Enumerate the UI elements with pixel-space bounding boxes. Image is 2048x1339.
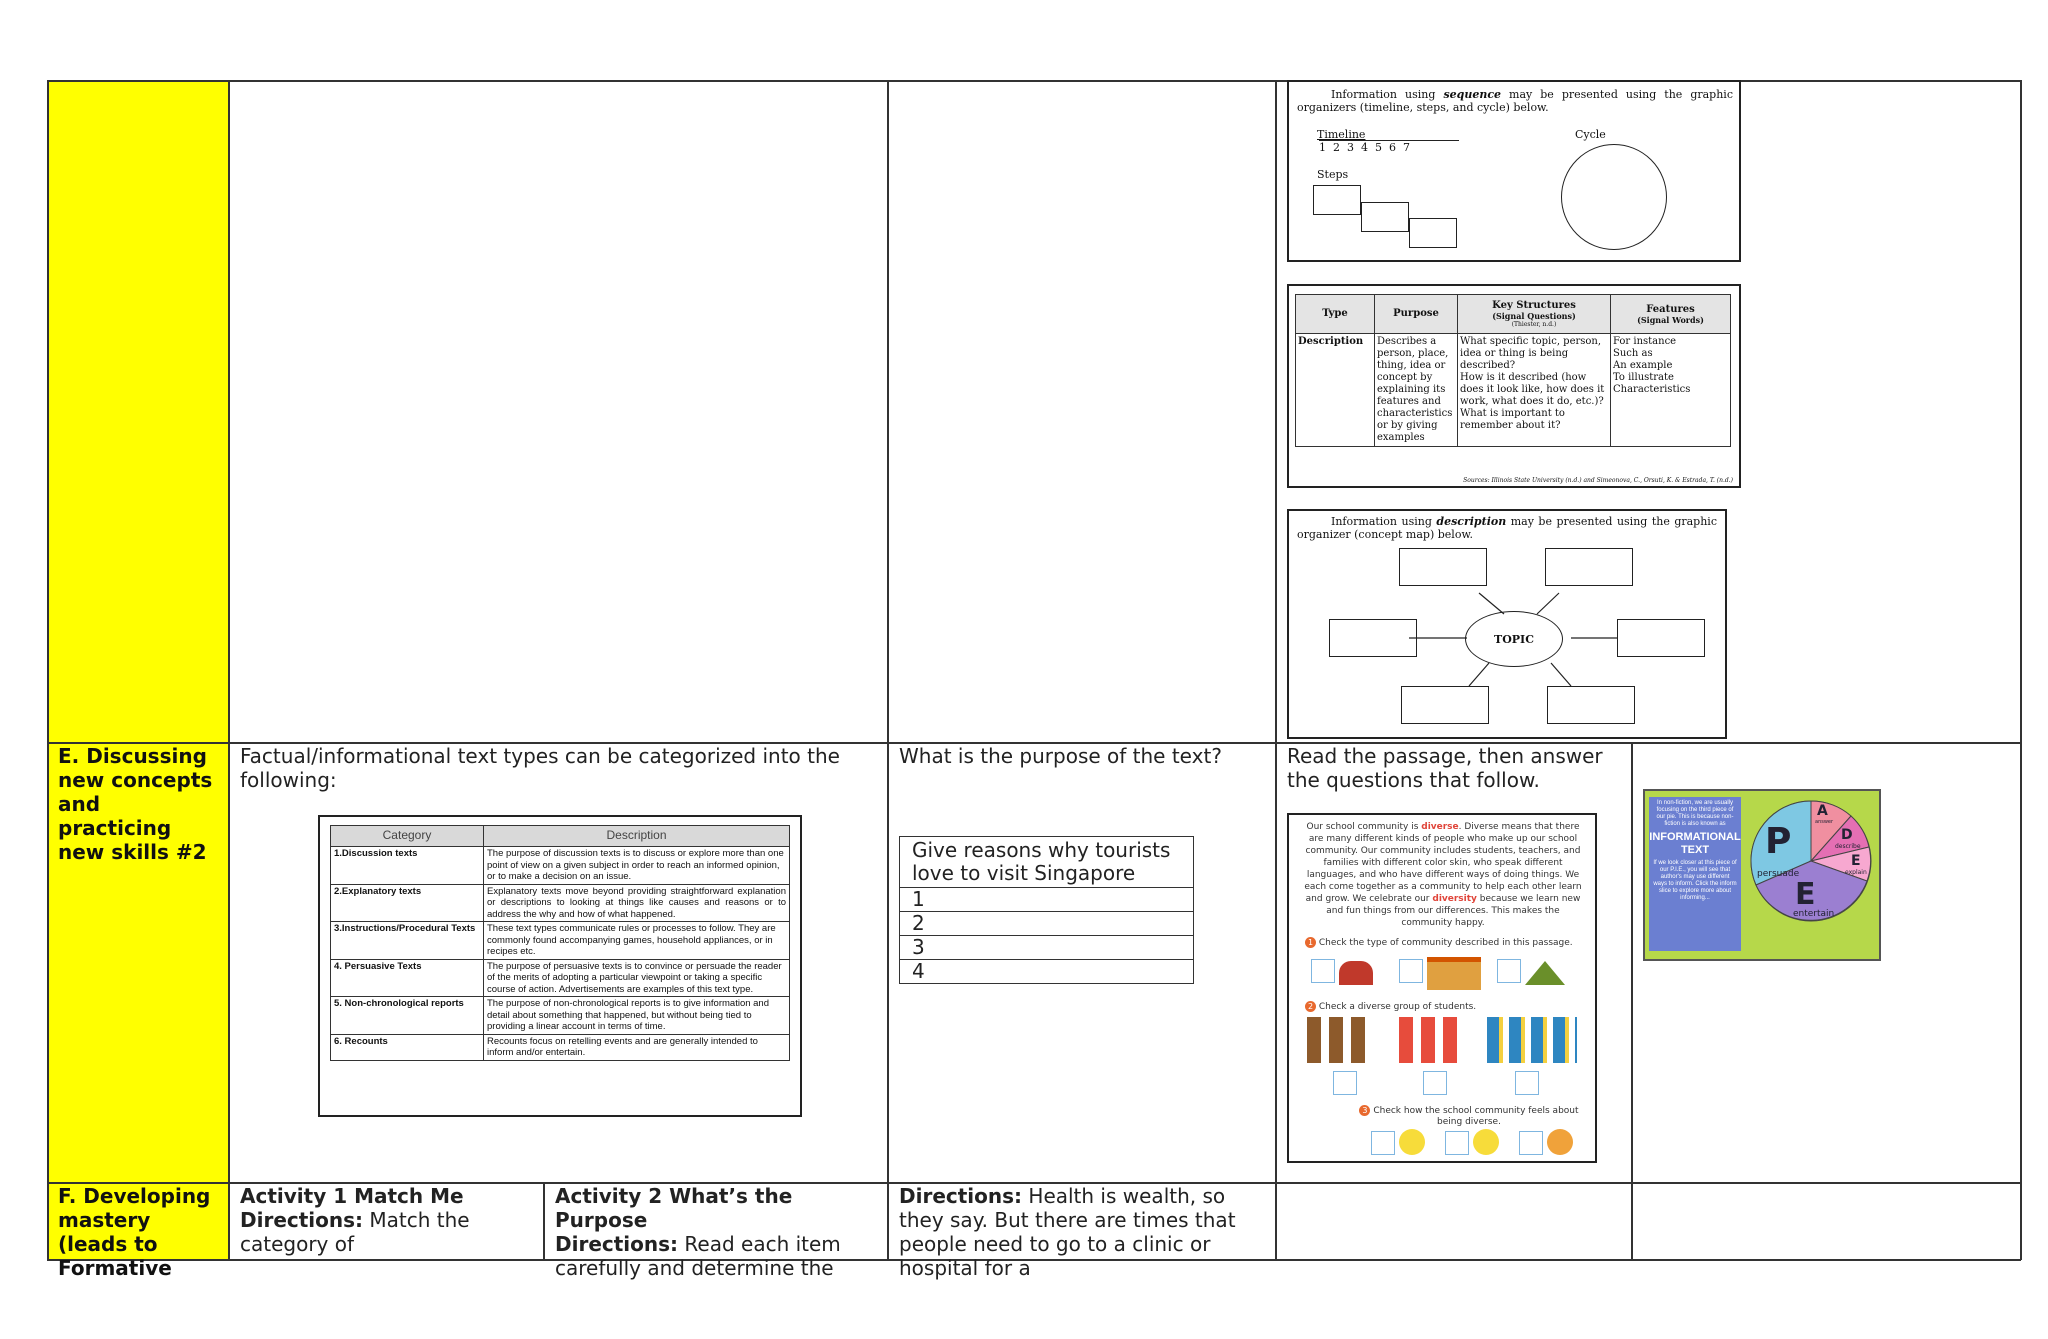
pie-word-describe: describe bbox=[1835, 843, 1861, 850]
type-cell: Description bbox=[1296, 334, 1375, 447]
feature-word: Such as bbox=[1613, 348, 1653, 359]
poster-text: If we look closer at this piece of our P.I.E., you will see that author's may use different ways to inform. Click the inform slice to explore more about informing... bbox=[1653, 860, 1737, 901]
answer-box[interactable] bbox=[1423, 1071, 1447, 1095]
answer-box[interactable] bbox=[1311, 959, 1335, 983]
key-question: What specific topic, person, idea or thing is being described? bbox=[1460, 336, 1602, 371]
question-2: 2 Check a diverse group of students. bbox=[1305, 1001, 1476, 1012]
school-illustration bbox=[1427, 957, 1481, 990]
table-row bbox=[331, 959, 790, 997]
map-box-bottom-left bbox=[1401, 686, 1489, 724]
table-border-right bbox=[2020, 80, 2022, 1260]
activity-1 bbox=[240, 1184, 535, 1256]
table-border-bottom bbox=[47, 1259, 2021, 1261]
health-directions bbox=[899, 1184, 1269, 1280]
reasons-table bbox=[899, 836, 1194, 984]
description-table bbox=[1295, 294, 1731, 447]
activity-2-directions bbox=[555, 1232, 880, 1280]
feature-word: To illustrate bbox=[1613, 372, 1674, 383]
answer-box[interactable] bbox=[1333, 1071, 1357, 1095]
steps-label: Steps bbox=[1317, 168, 1349, 181]
diversity-passage: Our school community is diverse. Diverse means that there are many different kinds of people who make up our school community. Our community includes students, teachers, and families with different color skin, who speak different languages, and who have different ways of doing things. We each come together as a community to help each other learn and grow. We celebrate our diversity because we learn new and fun things from our differences. This makes the community happy. bbox=[1304, 822, 1582, 928]
directions-label: Directions: bbox=[240, 1208, 364, 1232]
table-row bbox=[331, 1034, 790, 1060]
categories-intro: Factual/informational text types can be categorized into the following: bbox=[240, 744, 840, 792]
reason-row[interactable]: 2 bbox=[900, 912, 1194, 936]
pie-word-persuade: persuade bbox=[1757, 869, 1800, 879]
timeline-numbers: 1 2 3 4 5 6 7 bbox=[1319, 140, 1459, 154]
col-divider-1 bbox=[228, 80, 230, 1260]
description-cell: The purpose of persuasive texts is to convince or persuade the reader of the merits of adopting a particular viewpoint or taking a specific course of action. Advertisements are examples of this text type. bbox=[484, 959, 790, 997]
students-group-1 bbox=[1307, 1017, 1373, 1063]
description-table-figure bbox=[1287, 284, 1741, 488]
description-cell: The purpose of discussion texts is to discuss or explore more than one point of view on a given subject in order to reach an informed opinion, or to make a decision on an issue. bbox=[484, 847, 790, 885]
category-cell: 2.Explanatory texts bbox=[331, 884, 484, 922]
purpose-header: Purpose bbox=[1375, 295, 1458, 334]
description-cell: The purpose of non-chronological reports is to give information and detail about something that happened, but without being tied to providing a linear account in terms of time. bbox=[484, 997, 790, 1035]
angry-face-icon bbox=[1547, 1129, 1573, 1155]
feature-word: Characteristics bbox=[1613, 384, 1691, 395]
map-box-right bbox=[1617, 619, 1705, 657]
poster-title: INFORMATIONAL TEXT bbox=[1649, 831, 1741, 856]
reason-row[interactable]: 1 bbox=[900, 888, 1194, 912]
map-box-top-left bbox=[1399, 548, 1487, 586]
activity-1-title: Activity 1 Match Me bbox=[240, 1184, 464, 1208]
table-row bbox=[331, 997, 790, 1035]
table-row bbox=[331, 922, 790, 960]
question-1: 1 Check the type of community described in this passage. bbox=[1305, 937, 1573, 948]
passage-intro: Read the passage, then answer the questions that follow. bbox=[1287, 744, 1603, 792]
step-box-3 bbox=[1409, 218, 1457, 248]
directions-text: Read each item carefully and determine the bbox=[555, 1232, 841, 1280]
map-box-bottom-right bbox=[1547, 686, 1635, 724]
activity-2-title: Activity 2 What’s the Purpose bbox=[555, 1184, 793, 1232]
description-cell: These text types communicate rules or processes to follow. They are commonly found accompanying games, household appliances, or in recipes etc. bbox=[484, 922, 790, 960]
topic-label: TOPIC bbox=[1494, 632, 1534, 646]
diversity-worksheet bbox=[1287, 813, 1597, 1163]
directions-label: Directions: bbox=[899, 1184, 1023, 1208]
directions-label: Directions: bbox=[555, 1232, 679, 1256]
sources-note: Sources: Illinois State University (n.d.) and Simeonova, C., Orsuti, K. & Estrada, T. (n.d.) bbox=[1463, 477, 1733, 484]
row-e-label: E. Discussing new concepts and practicing new skills #2 bbox=[58, 744, 213, 864]
description-cell: Recounts focus on retelling events and are generally intended to inform and/or entertain. bbox=[484, 1034, 790, 1060]
reasons-header: Give reasons why tourists love to visit Singapore bbox=[900, 837, 1194, 888]
step-box-2 bbox=[1361, 202, 1409, 232]
answer-box[interactable] bbox=[1399, 959, 1423, 983]
pie-letter-e: E bbox=[1795, 877, 1816, 912]
category-cell: 3.Instructions/Procedural Texts bbox=[331, 922, 484, 960]
col-divider-2 bbox=[887, 80, 889, 1260]
description-header: Description bbox=[484, 826, 790, 847]
features-cell bbox=[1611, 334, 1731, 447]
pie-word-answer: answer bbox=[1815, 819, 1834, 825]
cycle-label: Cycle bbox=[1575, 128, 1606, 141]
reason-row[interactable]: 3 bbox=[900, 936, 1194, 960]
key-question: What is important to remember about it? bbox=[1460, 408, 1565, 431]
pie-word-explain: explain bbox=[1845, 869, 1867, 876]
map-box-left bbox=[1329, 619, 1417, 657]
col-divider-activity bbox=[543, 1182, 545, 1260]
category-header: Category bbox=[331, 826, 484, 847]
row-label-column-top bbox=[48, 80, 228, 1260]
step-box-1 bbox=[1313, 185, 1361, 215]
row-f-label: F. Developing mastery (leads to Formative bbox=[58, 1184, 211, 1280]
cycle-circle bbox=[1561, 144, 1667, 250]
col-divider-3 bbox=[1275, 80, 1277, 1260]
category-cell: 1.Discussion texts bbox=[331, 847, 484, 885]
answer-box[interactable] bbox=[1371, 1131, 1395, 1155]
category-cell: 4. Persuasive Texts bbox=[331, 959, 484, 997]
students-group-2 bbox=[1399, 1017, 1465, 1063]
neutral-face-icon bbox=[1473, 1129, 1499, 1155]
key-header: Key Structures (Signal Questions) (Thiester, n.d.) bbox=[1458, 295, 1611, 334]
sequence-intro: Information using sequence may be presented using the graphic organizers (timeline, steps, and cycle) below. bbox=[1297, 88, 1733, 114]
barn-illustration bbox=[1339, 961, 1373, 985]
pie-poster bbox=[1643, 789, 1881, 961]
features-header: Features (Signal Words) bbox=[1611, 295, 1731, 334]
description-cell: Explanatory texts move beyond providing straightforward explanation or descriptions to looking at things like causes and reasons or to address the why and how of what happened. bbox=[484, 884, 790, 922]
categories-figure bbox=[318, 815, 802, 1117]
reason-row[interactable]: 4 bbox=[900, 960, 1194, 984]
poster-text: In non-fiction, we are usually focusing on the third piece of our pie. This is because non-fiction is also known as bbox=[1656, 800, 1734, 827]
pie-letter-a: A bbox=[1817, 803, 1828, 819]
answer-box[interactable] bbox=[1519, 1131, 1543, 1155]
answer-box[interactable] bbox=[1445, 1131, 1469, 1155]
activity-2 bbox=[555, 1184, 880, 1280]
table-row bbox=[331, 847, 790, 885]
poster-side-panel bbox=[1649, 797, 1741, 951]
feature-word: An example bbox=[1613, 360, 1673, 371]
categories-table bbox=[330, 825, 790, 1061]
col-divider-4 bbox=[1631, 742, 1633, 1260]
tents-illustration bbox=[1525, 961, 1565, 985]
category-cell: 6. Recounts bbox=[331, 1034, 484, 1060]
sequence-figure bbox=[1287, 80, 1741, 262]
pie-letter-d: D bbox=[1841, 827, 1853, 843]
map-box-top-right bbox=[1545, 548, 1633, 586]
purpose-cell: Describes a person, place, thing, idea or concept by explaining its features and characteristics or by giving examples bbox=[1375, 334, 1458, 447]
table-row bbox=[331, 884, 790, 922]
key-cell bbox=[1458, 334, 1611, 447]
category-cell: 5. Non-chronological reports bbox=[331, 997, 484, 1035]
directions-text: Match the category of bbox=[240, 1208, 470, 1256]
pie-letter-e-small: E bbox=[1851, 853, 1861, 869]
purpose-question: What is the purpose of the text? bbox=[899, 744, 1222, 768]
question-3: 3 Check how the school community feels about being diverse. bbox=[1349, 1105, 1589, 1128]
students-group-3 bbox=[1487, 1017, 1577, 1063]
happy-face-icon bbox=[1399, 1129, 1425, 1155]
topic-ellipse bbox=[1465, 611, 1563, 667]
table-border-left bbox=[47, 80, 49, 1260]
pie-letter-p: P bbox=[1765, 821, 1792, 862]
activity-1-directions bbox=[240, 1208, 535, 1256]
pie-word-entertain: entertain bbox=[1793, 909, 1835, 919]
key-question: How is it described (how does it look like, how does it work, what does it do, etc.)? bbox=[1460, 372, 1605, 407]
feature-word: For instance bbox=[1613, 336, 1677, 347]
answer-box[interactable] bbox=[1515, 1071, 1539, 1095]
concept-map-intro: Information using description may be presented using the graphic organizer (concept map) below. bbox=[1297, 515, 1717, 541]
directions-text: Health is wealth, so they say. But there are times that people need to go to a clinic or hospital for a bbox=[899, 1184, 1236, 1280]
timeline-label: Timeline bbox=[1317, 128, 1366, 141]
type-header: Type bbox=[1296, 295, 1375, 334]
concept-map-figure bbox=[1287, 509, 1727, 739]
answer-box[interactable] bbox=[1497, 959, 1521, 983]
